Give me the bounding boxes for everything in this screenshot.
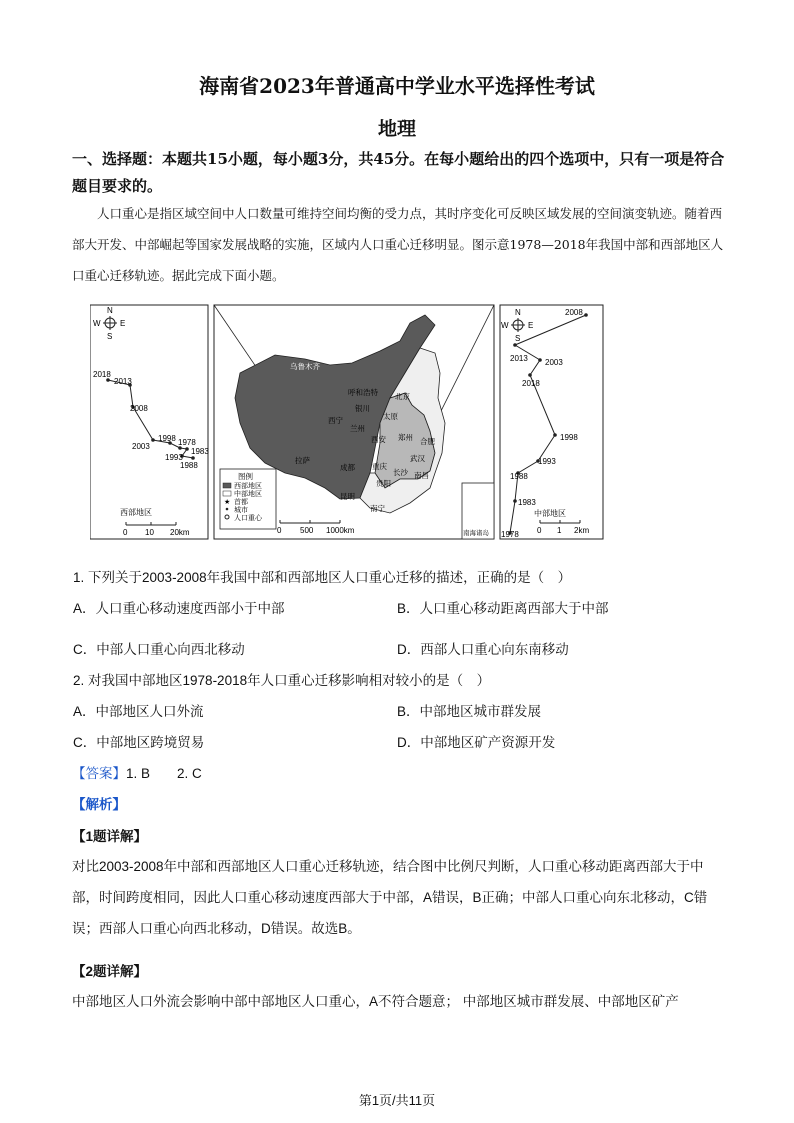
svg-text:0: 0 (537, 526, 542, 535)
central-year-2013: 2013 (510, 354, 528, 363)
svg-text:1000km: 1000km (326, 526, 355, 535)
city-changsha: 长沙 (393, 468, 408, 477)
svg-text:2km: 2km (574, 526, 590, 535)
question-2-stem: 对我国中部地区1978-2018年人口重心迁移影响相对较小的是（ ） (88, 673, 491, 688)
svg-text:W: W (501, 321, 509, 330)
city-chengdu: 成都 (340, 463, 355, 472)
q2-option-b: B．中部地区城市群发展 (397, 704, 542, 719)
west-year-2003: 2003 (132, 442, 150, 451)
population-centroid-map (90, 303, 605, 543)
analysis-tag: 【解析】 (72, 797, 126, 812)
svg-text:中部地区: 中部地区 (234, 491, 262, 498)
q2-option-c: C．中部地区跨境贸易 (73, 735, 205, 750)
exam-title: 海南省2023年普通高中学业水平选择性考试 (199, 74, 595, 98)
city-nanning: 南宁 (370, 504, 385, 513)
q1-option-b: B．人口重心移动距离西部大于中部 (397, 601, 609, 616)
svg-text:500: 500 (300, 526, 314, 535)
west-panel-label: 西部地区 (120, 508, 152, 517)
reading-passage: 人口重心是指区域空间中人口数量可维持空间均衡的受力点，其时序变化可反映区域发展的空间演变轨迹。随着西部大开发、中部崛起等国家发展战略的实施，区域内人口重心迁移明显。图示意1978—2018年我国中部和西部地区人口重心迁移轨迹。据此完成下面小题。 (72, 206, 724, 283)
city-taiyuan: 太原 (383, 412, 398, 421)
central-year-1998: 1998 (560, 433, 578, 442)
answer-line (72, 762, 202, 782)
city-yinchuan: 银川 (355, 404, 370, 413)
svg-text:10: 10 (145, 528, 154, 537)
q2-option-a: A．中部地区人口外流 (73, 704, 204, 719)
city-hohhot: 呼和浩特 (348, 388, 378, 397)
question-1: 1. 下列关于2003-2008年我国中部和西部地区人口重心迁移的描述，正确的是（ ） (73, 570, 572, 585)
city-urumqi: 乌鲁木齐 (290, 362, 320, 371)
detail-1-heading: 【1题详解】 (72, 829, 148, 844)
city-kunming: 昆明 (340, 492, 355, 501)
city-nanchang: 南昌 (414, 471, 429, 480)
svg-text:E: E (120, 319, 126, 328)
inset-label: 南海诸岛 (463, 530, 489, 537)
west-year-1988: 1988 (180, 461, 198, 470)
west-year-1978: 1978 (178, 438, 196, 447)
question-2: 2. 对我国中部地区1978-2018年人口重心迁移影响相对较小的是（ ） (73, 673, 491, 688)
svg-text:S: S (515, 334, 521, 343)
central-year-1978: 1978 (501, 530, 519, 539)
central-year-1983: 1983 (518, 498, 536, 507)
q1-option-c: C．中部人口重心向西北移动 (73, 642, 245, 657)
svg-text:S: S (107, 332, 113, 341)
svg-text:E: E (528, 321, 534, 330)
section-heading: 一、选择题：本题共15小题，每小题3分，共45分。在每小题给出的四个选项中，只有一项是符合题目要求的。 (72, 150, 725, 195)
central-year-1988: 1988 (510, 472, 528, 481)
svg-text:首都: 首都 (234, 499, 248, 506)
svg-text:人口重心: 人口重心 (234, 515, 262, 522)
city-guiyang: 贵阳 (376, 479, 391, 488)
svg-text:城市: 城市 (234, 507, 248, 514)
city-lanzhou: 兰州 (350, 424, 365, 433)
answer-tag: 【答案】 (72, 766, 126, 781)
west-year-2008: 2008 (130, 404, 148, 413)
city-beijing: 北京 (395, 392, 410, 401)
west-year-1998: 1998 (158, 434, 176, 443)
west-year-2018: 2018 (93, 370, 111, 379)
answer-text: 1. B 2. C (126, 766, 202, 781)
detail-1-text: 对比2003-2008年中部和西部地区人口重心迁移轨迹，结合图中比例尺判断，人口重心移动距离西部大于中部，时间跨度相同，因此人口重心移动速度西部大于中部，A错误，B正确；中部人口重心向东北移动，C错误；西部人口重心向西北移动，D错误。故选B。 (72, 859, 708, 936)
svg-text:★: ★ (224, 499, 231, 506)
detail-2-text: 中部地区人口外流会影响中部中部地区人口重心，A不符合题意； 中部地区城市群发展、中部地区矿产 (72, 994, 679, 1009)
central-year-2003: 2003 (545, 358, 563, 367)
q1-option-a: A．人口重心移动速度西部小于中部 (73, 601, 285, 616)
city-hefei: 合肥 (420, 437, 435, 446)
svg-text:西部地区: 西部地区 (234, 483, 262, 490)
central-year-2008: 2008 (565, 308, 583, 317)
svg-text:0: 0 (123, 528, 128, 537)
q2-option-d: D．中部地区矿产资源开发 (397, 735, 556, 750)
city-chongqing: 重庆 (372, 462, 387, 471)
svg-text:N: N (515, 308, 521, 317)
svg-text:20km: 20km (170, 528, 190, 537)
svg-text:N: N (107, 306, 113, 315)
svg-text:0: 0 (277, 526, 282, 535)
central-year-2018: 2018 (522, 379, 540, 388)
q1-option-d: D．西部人口重心向东南移动 (397, 642, 569, 657)
west-year-2013: 2013 (114, 377, 132, 386)
central-panel-label: 中部地区 (534, 509, 566, 518)
subject-title: 地理 (377, 118, 416, 140)
detail-2-heading: 【2题详解】 (72, 964, 148, 979)
west-year-1983: 1983 (191, 447, 209, 456)
central-year-1993: 1993 (538, 457, 556, 466)
svg-text:1: 1 (557, 526, 562, 535)
page-footer: 第1页/共11页 (358, 1093, 436, 1108)
city-lhasa: 拉萨 (295, 456, 310, 465)
svg-text:图例: 图例 (238, 472, 253, 481)
west-year-1993: 1993 (165, 453, 183, 462)
question-1-stem: 下列关于2003-2008年我国中部和西部地区人口重心迁移的描述，正确的是（ ） (88, 570, 572, 585)
svg-text:W: W (93, 319, 101, 328)
city-wuhan: 武汉 (410, 454, 425, 463)
map-legend (220, 469, 276, 529)
city-xining: 西宁 (328, 416, 343, 425)
city-zhengzhou: 郑州 (398, 433, 413, 442)
city-xian: 西安 (371, 435, 386, 444)
